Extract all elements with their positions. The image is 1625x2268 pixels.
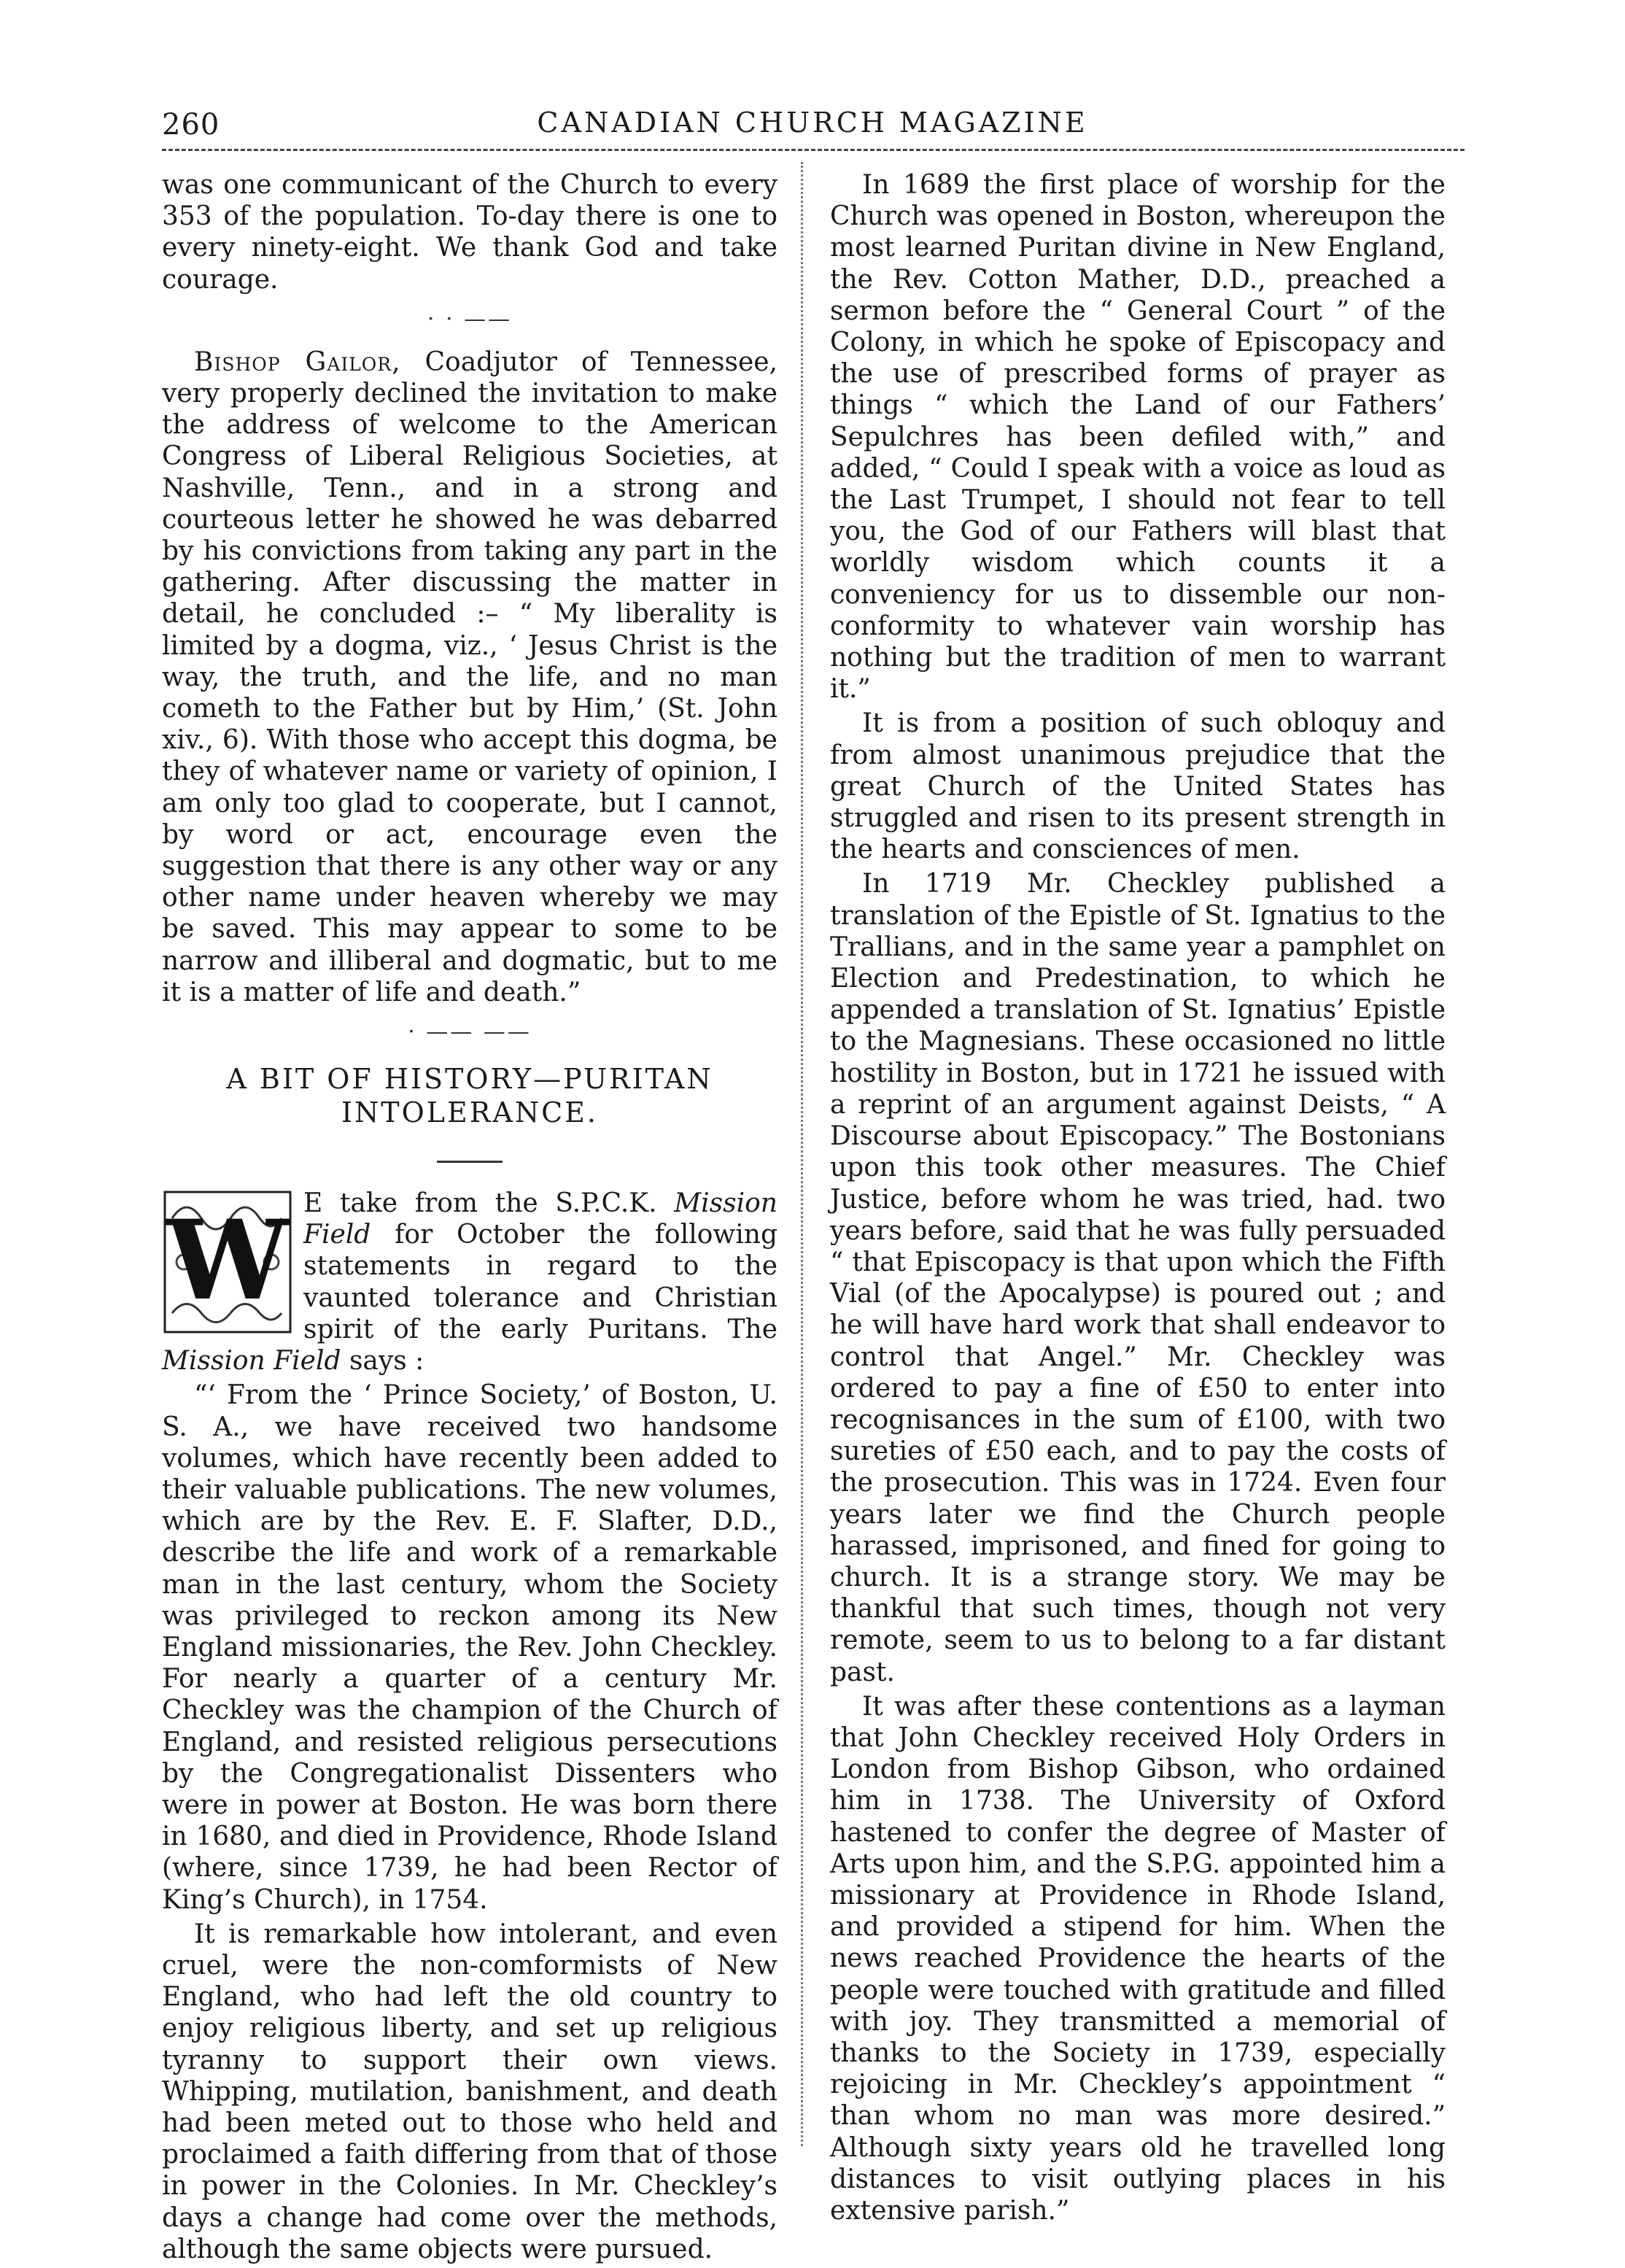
italic-title: Mission Field bbox=[303, 1188, 777, 1250]
italic-title: Mission Field bbox=[162, 1346, 341, 1377]
paragraph bbox=[162, 347, 777, 1008]
paragraph: In 1719 Mr. Checkley published a translation of the Epistle of St. Ignatius to the Trallians, and in the same year a pamphlet on Election and Predestination, to which he appended a translation of St. Ignatius’ Epistle to the Magnesians. These occasioned no little hostility in Boston, but in 1721 he issued with a reprint of an argument against Deists, “ A Discourse about Episcopacy.” The Bostonians upon this took other measures. The Chief Justice, before whom he was tried, had. two years before, said that he was fully persuaded “ that Episcopacy is that upon which the Fifth Vial (of the Apocalypse) is poured out ; and he will have hard work that shall endeavor to control that Angel.” Mr. Checkley was ordered to pay a fine of £50 to enter into recognisances in the sum of £100, with two sureties of £50 each, and to pay the costs of the prosecution. This was in 1724. Even four years later we find the Church people harassed, imprisoned, and fined for going to church. It is a strange story. We may be thankful that such times, though not very remote, seem to us to belong to a far distant past. bbox=[830, 869, 1446, 1687]
text-run: for October the following statements in regard to the vaunted tolerance and Christian spirit of the early Puritans. The bbox=[303, 1220, 777, 1344]
dropcap-paragraph bbox=[162, 1188, 777, 1377]
section-title bbox=[162, 1062, 777, 1129]
separator: · · —— bbox=[427, 306, 513, 332]
section-title-line: A BIT OF HISTORY—PURITAN bbox=[226, 1063, 713, 1096]
header-rule bbox=[162, 149, 1465, 151]
section-title-line: INTOLERANCE. bbox=[341, 1096, 598, 1129]
paragraph: In 1689 the first place of worship for the Church was opened in Boston, whereupon the most learned Puritan divine in New England, the Rev. Cotton Mather, D.D., preached a sermon before the “ General Court ” of the Colony, in which he spoke of Episcopacy and the use of prescribed forms of prayer as things “ which the Land of our Fathers’ Sepulchres has been defiled with,” and added, “ Could I speak with a voice as loud as the Last Trumpet, I should not fear to tell you, the God of our Fathers will blast that worldly wisdom which counts it a conveniency for us to dissemble our non-conformity to whatever vain worship has nothing but the tradition of men to warrant it.” bbox=[830, 170, 1446, 705]
paragraph: “‘ From the ‘ Prince Society,’ of Boston, U. S. A., we have received two handsome volumes, which have recently been added to their valuable publications. The new volumes, which are by the Rev. E. F. Slafter, D.D., describe the life and work of a remarkable man in the last century, whom the Society was privileged to reckon among its New England missionaries, the Rev. John Checkley. For nearly a quarter of a century Mr. Checkley was the champion of the Church of England, and resisted religious persecutions by the Congregationalist Dissenters who were in power at Boston. He was born there in 1680, and died in Providence, Rhode Island (where, since 1739, he had been Rector of King’s Church), in 1754. bbox=[162, 1380, 777, 1915]
paragraph: was one communicant of the Church to every 353 of the population. To-day there is one to every ninety-eight. We thank God and take courage. bbox=[162, 170, 777, 295]
text-run: says : bbox=[341, 1346, 424, 1377]
bishop-name: Bishop Gailor, bbox=[194, 347, 401, 377]
right-column bbox=[830, 169, 1446, 2229]
column-divider bbox=[801, 162, 803, 2146]
separator: · —— —— bbox=[408, 1019, 532, 1045]
paragraph: It is from a position of such obloquy and from almost unanimous prejudice that the great Church of the United States has struggled and risen to its present strength in the hearts and consciences of men. bbox=[830, 708, 1446, 865]
left-column bbox=[162, 169, 777, 2268]
ornamental-dropcap-icon bbox=[162, 1189, 293, 1335]
page-number: 260 bbox=[162, 108, 220, 142]
dropcap-letter: W bbox=[166, 1196, 290, 1325]
title-rule bbox=[162, 1150, 777, 1172]
paragraph-text: Coadjutor of Tennessee, very properly declined the invitation to make the address of welcome to the American Congress of Liberal Religious Societies, at Nashville, Tenn., and in a strong and courteous letter he showed he was debarred by his convictions from taking any part in the gathering. After discussing the matter in detail, he concluded :– “ My liberality is limited by a dogma, viz., ‘ Jesus Christ is the way, the truth, and the life, and no man cometh to the Father but by Him,’ (St. John xiv., 6). With those who accept this dogma, be they of whatever name or variety of opinion, I am only too glad to cooperate, but I cannot, by word or act, encourage even the suggestion that there is any other way or any other name under heaven whereby we may be saved. This may appear to some to be narrow and illiberal and dogmatic, but to me it is a matter of life and death.” bbox=[162, 347, 777, 1007]
running-head: CANADIAN CHURCH MAGAZINE bbox=[537, 107, 1088, 139]
paragraph: It was after these contentions as a layman that John Checkley received Holy Orders in London from Bishop Gibson, who ordained him in 1738. The University of Oxford hastened to confer the degree of Master of Arts upon him, and the S.P.G. appointed him a missionary at Providence in Rhode Island, and provided a stipend for him. When the news reached Providence the hearts of the people were touched with gratitude and filled with joy. They transmitted a memorial of thanks to the Society in 1739, especially rejoicing in Mr. Checkley’s appointment “ than whom no man was more desired.” Although sixty years old he travelled long distances to visit outlying places in his extensive parish.” bbox=[830, 1691, 1446, 2226]
text-run: E take from the S.P.C.K. bbox=[303, 1188, 675, 1219]
paragraph: It is remarkable how intolerant, and even cruel, were the non-comformists of New England, who had left the old country to enjoy religious liberty, and set up religious tyranny to support their own views. Whipping, mutilation, banishment, and death had been meted out to those who held and proclaimed a faith differing from that of those in power in the Colonies. In Mr. Checkley’s days a change had come over the methods, although the same objects were pursued. bbox=[162, 1919, 777, 2264]
